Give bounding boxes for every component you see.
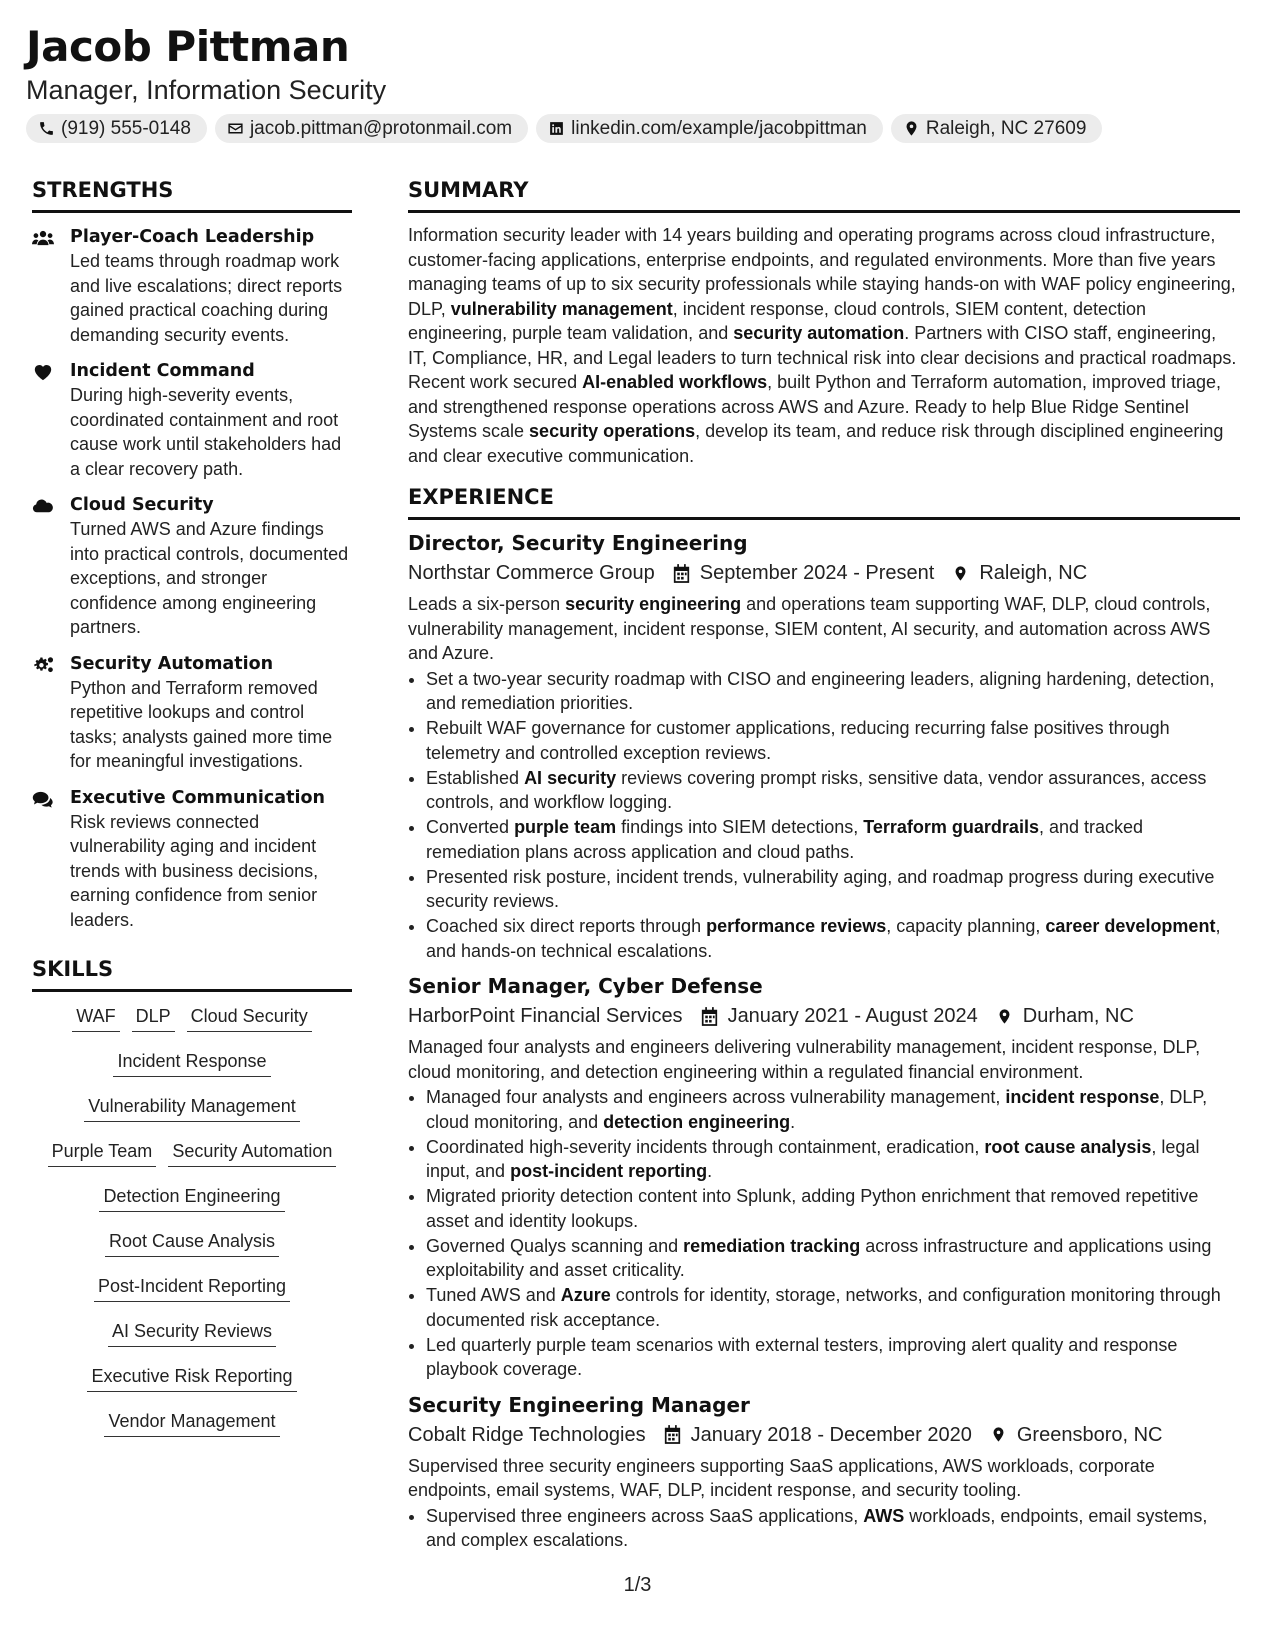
bullet-item (426, 1184, 1240, 1233)
job-title: Security Engineering Manager (408, 1392, 750, 1417)
candidate-name: Jacob Pittman (26, 22, 350, 71)
contact-bar (26, 114, 1102, 143)
job-bullets (408, 1504, 1240, 1553)
emphasis-text: vulnerability management (450, 298, 673, 319)
text-run: . (707, 1161, 713, 1181)
emphasis-text: detection engineering (603, 1111, 791, 1132)
strength-item (32, 359, 352, 481)
job-entry (408, 971, 1240, 1382)
job-location: Raleigh, NC (979, 562, 1088, 584)
location-pin-icon (903, 120, 920, 137)
page-number: 1/3 (623, 1574, 652, 1596)
emphasis-text: security engineering (565, 594, 742, 614)
bullet-item (426, 1085, 1240, 1134)
strength-item (32, 652, 352, 774)
text-run: . (790, 1111, 796, 1132)
linkedin-icon (548, 120, 565, 137)
emphasis-text: Azure (560, 1285, 611, 1305)
bullet-item (426, 1234, 1240, 1283)
job-company: Cobalt Ridge Technologies (408, 1423, 646, 1446)
emphasis-text: incident response (1005, 1087, 1160, 1107)
skills-row (32, 1004, 352, 1049)
skill-tag: Security Automation (168, 1139, 336, 1167)
text-run: Set a two-year security roadmap with CISO and engineering leaders, aligning hardening, detection, and remediation priorities. (426, 668, 1215, 713)
emphasis-text: career development (1045, 916, 1216, 936)
summary-text (408, 223, 1240, 468)
bullet-item (426, 1504, 1240, 1553)
strength-item (32, 493, 352, 640)
comments-icon (32, 790, 54, 808)
location-pin-icon (990, 1425, 1007, 1444)
skill-tag: Vendor Management (104, 1409, 279, 1437)
bullet-item (426, 766, 1240, 815)
emphasis-text: AI security (524, 767, 617, 788)
text-run: , DLP, cloud monitoring, and (426, 1087, 1208, 1132)
envelope-icon (227, 120, 244, 137)
job-dates: September 2024 - Present (699, 562, 935, 584)
phone-text: (919) 555-0148 (61, 117, 191, 139)
skills-heading: SKILLS (32, 956, 352, 992)
job-meta (408, 558, 1240, 588)
skills-row (32, 1094, 352, 1139)
job-bullets (408, 667, 1240, 964)
skills-row (32, 1184, 352, 1229)
job-location: Durham, NC (1022, 1005, 1134, 1027)
text-run: , incident response, cloud controls, SIEM content, detection engineering, purple team validation, and (408, 298, 1147, 343)
bullet-item (426, 1135, 1240, 1184)
bullet-item (426, 865, 1240, 914)
emphasis-text: root cause analysis (984, 1136, 1152, 1157)
phone-icon (38, 120, 55, 137)
strength-title: Security Automation (70, 653, 274, 674)
text-run: Presented risk posture, incident trends, vulnerability aging, and roadmap progress during executive security reviews. (426, 866, 1215, 911)
skill-tag: Root Cause Analysis (105, 1229, 279, 1257)
emphasis-text: performance reviews (706, 916, 887, 936)
contact-email[interactable] (215, 114, 528, 143)
strength-description: Python and Terraform removed repetitive lookups and control tasks; analysts gained more time for meaningful investigations. (70, 677, 333, 771)
skill-tag: AI Security Reviews (108, 1319, 276, 1347)
text-run: Leads a six-person (408, 594, 566, 614)
emphasis-text: remediation tracking (683, 1235, 861, 1256)
job-dates: January 2021 - August 2024 (727, 1005, 978, 1027)
bullet-item (426, 1283, 1240, 1332)
text-run: workloads, endpoints, email systems, and complex escalations. (426, 1505, 1208, 1550)
strength-description: Risk reviews connected vulnerability aging and incident trends with business decisions, earning confidence from senior leaders. (70, 811, 319, 930)
strengths-heading: STRENGTHS (32, 177, 352, 213)
bullet-item (426, 914, 1240, 963)
skill-tag: WAF (72, 1004, 119, 1032)
text-run: findings into SIEM detections, (616, 817, 864, 837)
emphasis-text: purple team (514, 817, 617, 837)
contact-location (891, 114, 1103, 143)
strength-description: Led teams through roadmap work and live escalations; direct reports gained practical coaching during demanding security events. (70, 251, 343, 345)
job-title: Director, Security Engineering (408, 531, 748, 555)
text-run: controls for identity, storage, networks, and configuration monitoring through documented risk acceptance. (426, 1285, 1221, 1330)
text-run: Tuned AWS and (426, 1285, 561, 1305)
gears-icon (32, 656, 54, 674)
location-pin-icon (996, 1007, 1013, 1026)
heart-icon (32, 363, 54, 381)
emphasis-text: AWS (863, 1505, 905, 1526)
emphasis-text: AI-enabled workflows (582, 372, 768, 392)
text-run: . Partners with CISO staff, engineering, IT, Compliance, HR, and Legal leaders to turn technical risk into clear decisions and practical roadmaps. Recent work secured (408, 323, 1237, 392)
job-meta (408, 1420, 1240, 1450)
experience-heading: EXPERIENCE (408, 484, 1240, 520)
skill-tag: Post-Incident Reporting (94, 1274, 290, 1302)
location-text: Raleigh, NC 27609 (925, 117, 1087, 139)
skills-row (32, 1409, 352, 1454)
text-run: Information security leader with 14 years building and operating programs across cloud infrastructure, customer-facing applications, enterprise endpoints, and regulated environments. More than five years managing teams of up to six security professionals while staying hands-on with WAF policy engineering, DLP, (408, 225, 1236, 319)
bullet-item (426, 815, 1240, 864)
skills-row (32, 1364, 352, 1409)
strength-description: During high-severity events, coordinated containment and root cause work until stakeholders had a clear recovery path. (70, 385, 342, 479)
text-run: , develop its team, and reduce risk through disciplined engineering and clear executive communication. (408, 421, 1224, 466)
skills-row (32, 1139, 352, 1184)
text-run: Supervised three security engineers supporting SaaS applications, AWS workloads, corporate endpoints, email systems, WAF, DLP, incident response, and security tooling. (408, 1455, 1155, 1500)
job-intro (408, 1454, 1240, 1503)
job-dates: January 2018 - December 2020 (690, 1423, 972, 1446)
skills-row (32, 1229, 352, 1274)
strength-title: Player-Coach Leadership (70, 227, 315, 247)
skill-tag: Purple Team (48, 1139, 157, 1167)
text-run: Led quarterly purple team scenarios with external testers, improving alert quality and response playbook coverage. (426, 1334, 1178, 1379)
skill-tag: Detection Engineering (99, 1184, 284, 1212)
job-entry (408, 528, 1240, 963)
strength-description: Turned AWS and Azure findings into practical controls, documented exceptions, and stronger confidence among engineering partners. (70, 519, 349, 637)
text-run: across infrastructure and applications using exploitability and asset criticality. (426, 1235, 1212, 1280)
job-location: Greensboro, NC (1016, 1423, 1163, 1446)
strength-item (32, 225, 352, 347)
candidate-title: Manager, Information Security (26, 75, 387, 105)
text-run: Coached six direct reports through (426, 916, 707, 936)
text-run: Supervised three engineers across SaaS applications, (426, 1505, 864, 1526)
strength-title: Incident Command (70, 361, 255, 381)
skills-row (32, 1049, 352, 1094)
text-run: Rebuilt WAF governance for customer applications, reducing recurring false positives through telemetry and controlled exception reviews. (426, 718, 1170, 763)
text-run: reviews covering prompt risks, sensitive data, vendor assurances, access controls, and workflow logging. (426, 767, 1207, 812)
cloud-icon (32, 497, 54, 515)
text-run: Governed Qualys scanning and (426, 1235, 684, 1256)
strength-title: Cloud Security (70, 495, 214, 515)
job-bullets (408, 1085, 1240, 1382)
skills-row (32, 1274, 352, 1319)
email-text: jacob.pittman@protonmail.com (249, 117, 513, 139)
emphasis-text: Terraform guardrails (863, 817, 1039, 837)
text-run: Converted (426, 817, 515, 837)
skill-tag: DLP (132, 1004, 175, 1032)
calendar-icon (673, 564, 690, 583)
strengths-list (32, 225, 352, 932)
text-run: , capacity planning, (886, 916, 1046, 936)
text-run: , built Python and Terraform automation, improved triage, and strengthened response operations across AWS and Azure. Ready to help Blue Ridge Sentinel Systems scale (408, 372, 1222, 441)
skill-tag: Cloud Security (187, 1004, 312, 1032)
location-pin-icon (952, 564, 969, 583)
users-icon (32, 229, 54, 247)
text-run: Coordinated high-severity incidents through containment, eradication, (426, 1136, 985, 1157)
right-column (408, 177, 1240, 1553)
skills-row (32, 1319, 352, 1364)
text-run: Managed four analysts and engineers delivering vulnerability management, incident response, DLP, cloud monitoring, and detection engineering within a regulated financial environment. (408, 1037, 1201, 1082)
text-run: Established (426, 767, 525, 788)
text-run: , legal input, and (426, 1136, 1200, 1181)
bullet-item (426, 1333, 1240, 1382)
text-run: , and hands-on technical escalations. (426, 916, 1221, 961)
contact-phone[interactable] (26, 114, 207, 143)
text-run: , and tracked remediation plans across application and cloud paths. (426, 817, 1144, 862)
emphasis-text: security operations (529, 421, 696, 441)
skills-list (32, 1004, 352, 1454)
calendar-icon (701, 1007, 718, 1026)
job-meta (408, 1001, 1240, 1031)
job-intro (408, 1035, 1240, 1084)
summary-heading: SUMMARY (408, 177, 1240, 213)
skill-tag: Vulnerability Management (84, 1094, 299, 1122)
linkedin-text: linkedin.com/example/jacobpittman (571, 117, 867, 139)
contact-linkedin[interactable] (536, 114, 883, 143)
job-company: HarborPoint Financial Services (408, 1005, 683, 1027)
calendar-icon (664, 1425, 681, 1444)
emphasis-text: security automation (733, 323, 905, 343)
emphasis-text: post-incident reporting (510, 1161, 708, 1181)
text-run: Managed four analysts and engineers across vulnerability management, (426, 1087, 1006, 1107)
skill-tag: Incident Response (113, 1049, 270, 1077)
job-entry (408, 1390, 1240, 1553)
job-intro (408, 592, 1240, 666)
bullet-item (426, 667, 1240, 716)
skill-tag: Executive Risk Reporting (87, 1364, 296, 1392)
left-column (32, 177, 352, 1454)
job-title: Senior Manager, Cyber Defense (408, 974, 763, 998)
text-run: Migrated priority detection content into Splunk, adding Python enrichment that removed repetitive asset and identity lookups. (426, 1186, 1199, 1231)
text-run: and operations team supporting WAF, DLP, cloud controls, vulnerability management, incident response, SIEM content, AI security, and automation across AWS and Azure. (408, 594, 1211, 663)
strength-title: Executive Communication (70, 787, 325, 808)
job-company: Northstar Commerce Group (408, 562, 655, 584)
bullet-item (426, 716, 1240, 765)
strength-item (32, 786, 352, 933)
